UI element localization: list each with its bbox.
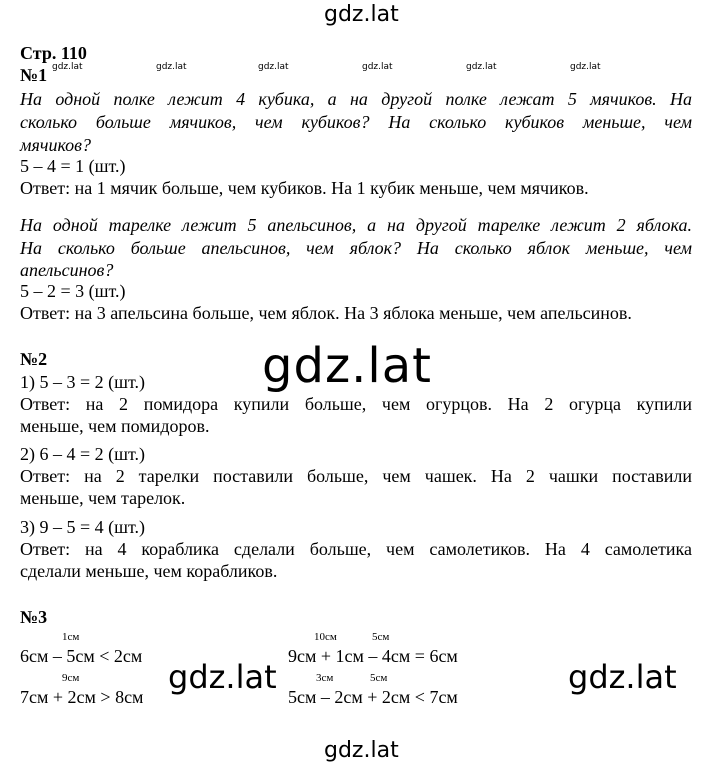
task1-problem-a-line: мячиков? (20, 135, 91, 155)
task2-answer-line: Ответ: на 2 тарелки поставили больше, чем чашек. На 2 чашки поставили (20, 466, 692, 486)
task3-expression: 6см – 5см < 2см (20, 646, 143, 666)
task3-annotation: 3см (316, 672, 334, 684)
watermark-small: gdz.lat (362, 62, 393, 72)
page-label: Стр. 110 (20, 43, 87, 63)
task3-expression: 9см + 1см – 4см = 6см (288, 646, 458, 666)
watermark-small: gdz.lat (52, 62, 83, 72)
task1-answer-b: Ответ: на 3 апельсина больше, чем яблок. На 3 яблока меньше, чем апельсинов. (20, 303, 632, 323)
task2-answer-line: сделали меньше, чем корабликов. (20, 561, 278, 581)
task2-calc: 2) 6 – 4 = 2 (шт.) (20, 444, 146, 464)
task2-answer-line: меньше, чем тарелок. (20, 488, 186, 508)
task3-annotation: 5см (372, 631, 390, 643)
task2-answer-line: Ответ: на 2 помидора купили больше, чем огурцов. На 2 огурца купили (20, 394, 692, 414)
task3-expression: 5см – 2см + 2см < 7см (288, 687, 458, 707)
watermark-small: gdz.lat (156, 62, 187, 72)
task3-annotation: 5см (370, 672, 388, 684)
watermark-mid-right: gdz.lat (568, 658, 677, 696)
task1-problem-a-line: сколько больше мячиков, чем кубиков? На сколько кубиков меньше, чем (20, 112, 692, 132)
task2-answer-line: меньше, чем помидоров. (20, 416, 210, 436)
task1-problem-b-line: На сколько больше апельсинов, чем яблок? На сколько яблок меньше, чем (20, 238, 692, 258)
task1-problem-b-line: На одной тарелке лежит 5 апельсинов, а на другой тарелке лежит 2 яблока. (20, 215, 692, 235)
task3-heading: №3 (20, 607, 48, 627)
watermark-mid-left: gdz.lat (168, 658, 277, 696)
watermark-small: gdz.lat (258, 62, 289, 72)
task2-calc: 3) 9 – 5 = 4 (шт.) (20, 517, 146, 537)
watermark-small: gdz.lat (466, 62, 497, 72)
task1-calc-b: 5 – 2 = 3 (шт.) (20, 281, 126, 301)
task1-calc-a: 5 – 4 = 1 (шт.) (20, 156, 126, 176)
task3-annotation: 10см (314, 631, 337, 643)
task2-calc: 1) 5 – 3 = 2 (шт.) (20, 372, 146, 392)
task1-problem-a-line: На одной полке лежит 4 кубика, а на другой полке лежат 5 мячиков. На (20, 89, 692, 109)
task2-heading: №2 (20, 349, 48, 369)
watermark-top: gdz.lat (324, 2, 399, 27)
watermark-bottom: gdz.lat (324, 738, 399, 763)
task1-problem-b-line: апельсинов? (20, 260, 114, 280)
watermark-small: gdz.lat (570, 62, 601, 72)
task3-annotation: 9см (62, 672, 80, 684)
task3-annotation: 1см (62, 631, 80, 643)
task1-answer-a: Ответ: на 1 мячик больше, чем кубиков. На 1 кубик меньше, чем мячиков. (20, 178, 589, 198)
task3-expression: 7см + 2см > 8см (20, 687, 144, 707)
watermark-center: gdz.lat (262, 338, 432, 394)
task2-answer-line: Ответ: на 4 кораблика сделали больше, чем самолетиков. На 4 самолетика (20, 539, 692, 559)
task1-heading: №1 (20, 65, 48, 85)
